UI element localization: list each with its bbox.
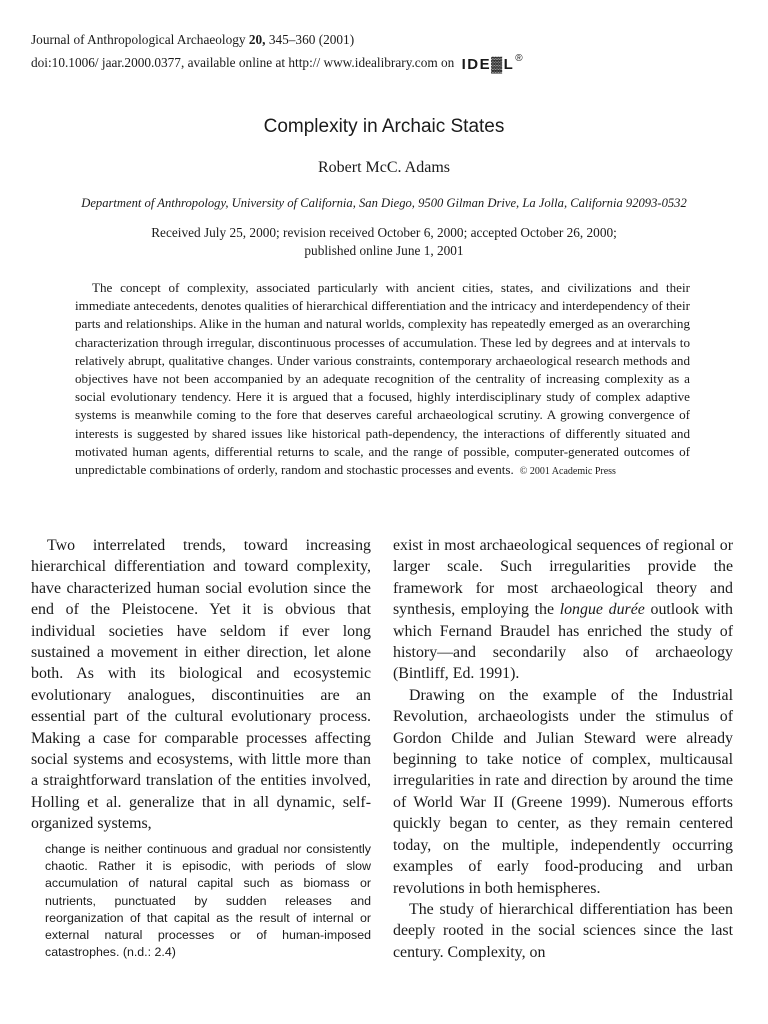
italic-term: longue durée [559, 601, 645, 619]
body-column-right [393, 535, 733, 963]
copyright-notice: © 2001 Academic Press [519, 466, 616, 478]
abstract [75, 279, 690, 481]
doi-line [31, 49, 524, 74]
abstract-text: The concept of complexity, associated particularly with ancient cities, states, and civilizations and their immediate antecedents, denotes qualities of hierarchical differentiation and the intricacy and interdependency of their parts and relationships. Alike in the human and natural worlds, complexity has repeatedly emerged as an overarching characterization through irregular, discontinuous processes of accumulation. These led by degrees and at intervals to relatively abrupt, qualitative changes. Under various constraints, contemporary archaeological research methods and objectives have not been accompanied by an adequate recognition of the centrality of increasing complexity as a social evolutionary tendency. Here it is argued that a focused, highly interdisciplinary study of complex adaptive systems is meanwhile coming to the fore that deserves careful archaeological scrutiny. A growing convergence of interests is suggested by shared issues like historical path-dependency, the interactions of differently situated and motivated human agents, differential returns to scale, and the range of possible, computer-generated outcomes of unpredictable combinations of orderly, random and stochastic processes and events. [75, 280, 690, 478]
author-affiliation: Department of Anthropology, University of California, San Diego, 9500 Gilman Drive, La Jolla, California 92093-0532 [81, 196, 687, 210]
registered-mark: ® [515, 53, 525, 64]
journal-pages-year: 345–360 (2001) [265, 32, 355, 47]
journal-name: Journal of Anthropological Archaeology [31, 32, 249, 47]
publication-dates [0, 224, 768, 260]
body-paragraph: Two interrelated trends, toward increasing hierarchical differentiation and toward complexity, have characterized human social evolution since the end of the Pleistocene. Yet it is obvious that individual societies have seldom if ever long sustained a movement in either direction, let alone both. As with its biological and ecosystemic evolutionary analogues, discontinuities are an essential part of the cultural evolutionary process. Making a case for comparable processes affecting social systems and ecosystems, with little more than a straightforward translation of the entities involved, Holling et al. generalize that in all dynamic, self-organized systems, [31, 537, 371, 833]
journal-volume: 20, [248, 32, 266, 47]
author-name: Robert McC. Adams [318, 159, 450, 176]
body-column-left [31, 535, 371, 962]
dates-line-1: Received July 25, 2000; revision received October 6, 2000; accepted October 26, 2000; [151, 225, 617, 240]
body-paragraph: The study of hierarchical differentiation has been deeply rooted in the social sciences since the last century. Complexity, on [393, 900, 733, 961]
doi-text: doi:10.1006/ jaar.2000.0377, available online at http:// www.idealibrary.com on [31, 55, 455, 70]
citation-line [31, 30, 524, 49]
body-paragraph: exist in most archaeological sequences of regional or larger scale. Such irregularities provide the framework for most archaeological theory and synthesis, employing the longue durée outlook with which Fernand Braudel has enriched the study of history—and secondarily also of archaeology (Bintliff, Ed. 1991). [393, 537, 733, 683]
block-quote: change is neither continuous and gradual nor consistently chaotic. Rather it is episodic, with periods of slow accumulation of natural capital such as biomass or nutrients, punctuated by sudden releases and reorganization of that capital as the result of internal or external natural processes or of human-imposed catastrophes. (n.d.: 2.4) [45, 841, 371, 960]
dates-line-2: published online June 1, 2001 [304, 243, 464, 258]
journal-header [31, 30, 524, 74]
paper-title: Complexity in Archaic States [263, 116, 505, 137]
body-paragraph: Drawing on the example of the Industrial Revolution, archaeologists under the stimulus of Gordon Childe and Julian Steward were already beginning to take notice of complex, multicausal irregularities in rate and direction by around the time of World War II (Greene 1999). Numerous efforts quickly began to center, as they remain centered today, on the multiple, independently occurring examples of early food-producing and urban revolutions in both hemispheres. [393, 686, 733, 897]
ideal-logo: IDE▓L® [461, 53, 525, 73]
